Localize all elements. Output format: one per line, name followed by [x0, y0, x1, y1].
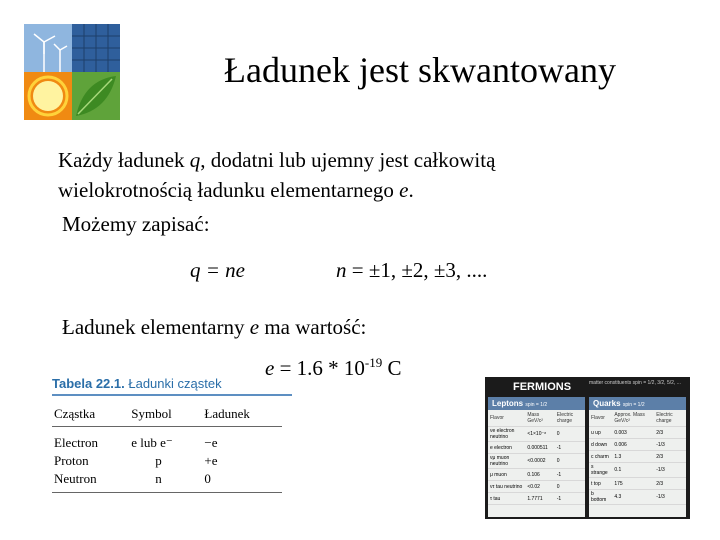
table-header-particle: Cząstka: [52, 402, 129, 427]
table-caption-rule: [52, 394, 292, 396]
table-row: Proton p +e: [54, 453, 218, 468]
quark-row: u up 0.003 2/3: [589, 427, 686, 439]
table-row: Electron e lub e⁻ −e: [54, 435, 218, 450]
elementary-charge-value: $e = 1.6 * 10^{-19}$ C: [265, 355, 402, 380]
quarks-panel: [589, 397, 686, 517]
charges-table: [52, 402, 282, 488]
charge-definition-paragraph: [58, 145, 495, 205]
quarks-table: Flavor Approx. Mass GeV/c² Electric charge u up 0.003 2/3 d down 0.006 -1/3 c charm 1.3 2/3 s strange 0.1 -1/3 t top 175 2/3 b bottom 4.3 -1/3: [589, 410, 686, 505]
fermions-title: FERMIONS: [513, 381, 572, 393]
lepton-row: ντ tau neutrino <0.02 0: [488, 481, 585, 493]
quark-row: t top 175 2/3: [589, 478, 686, 490]
fermions-chart: [485, 377, 690, 519]
lepton-row: τ tau 1.7771 -1: [488, 493, 585, 505]
table-row: Neutron n 0: [54, 471, 211, 486]
quark-row: c charm 1.3 2/3: [589, 451, 686, 463]
integer-multiples-equation: n = ±1, ±2, ±3, ....: [336, 258, 488, 282]
table-caption: Tabela 22.1. Ładunki cząstek: [52, 376, 222, 391]
lepton-row: e electron 0.000511 -1: [488, 442, 585, 454]
we-can-write-text: Możemy zapisać:: [62, 212, 210, 236]
lepton-row: μ muon 0.106 -1: [488, 469, 585, 481]
paragraph-line-2: wielokrotnością ładunku elementarnego e.: [58, 178, 414, 202]
slide-title: Ładunek jest skwantowany: [224, 50, 616, 90]
leptons-title: Leptons spin = 1/2: [488, 397, 585, 410]
quark-row: s strange 0.1 -1/3: [589, 463, 686, 478]
table-bottom-rule: [52, 492, 282, 493]
renewable-energy-logo: [24, 24, 120, 120]
paragraph-line-1: Każdy ładunek q, dodatni lub ujemny jest całkowitą: [58, 148, 496, 172]
lepton-row: νe electron neutrino <1×10⁻⁸ 0: [488, 427, 585, 442]
table-header-charge: Ładunek: [202, 402, 282, 427]
leptons-table: Flavor Mass GeV/c² Electric charge νe electron neutrino <1×10⁻⁸ 0 e electron 0.000511 -1 νμ muon neutrino <0.0002 0 μ muon 0.106 -1 ντ tau neutrino <0.02 0 τ tau 1.7771 -1: [488, 410, 585, 505]
charge-equation: q = ne: [190, 258, 245, 282]
renewable-energy-logo-image: [24, 24, 120, 120]
quark-row: d down 0.006 -1/3: [589, 439, 686, 451]
quark-row: b bottom 4.3 -1/3: [589, 490, 686, 505]
fermions-subtitle: matter constituents spin = 1/2, 3/2, 5/2, ...: [589, 380, 681, 386]
leptons-panel: [488, 397, 585, 517]
lepton-row: νμ muon neutrino <0.0002 0: [488, 454, 585, 469]
quarks-title: Quarks spin = 1/2: [589, 397, 686, 410]
particle-charges-table: [52, 376, 292, 493]
elementary-charge-text: Ładunek elementarny e ma wartość:: [62, 315, 367, 339]
table-header-symbol: Symbol: [129, 402, 202, 427]
